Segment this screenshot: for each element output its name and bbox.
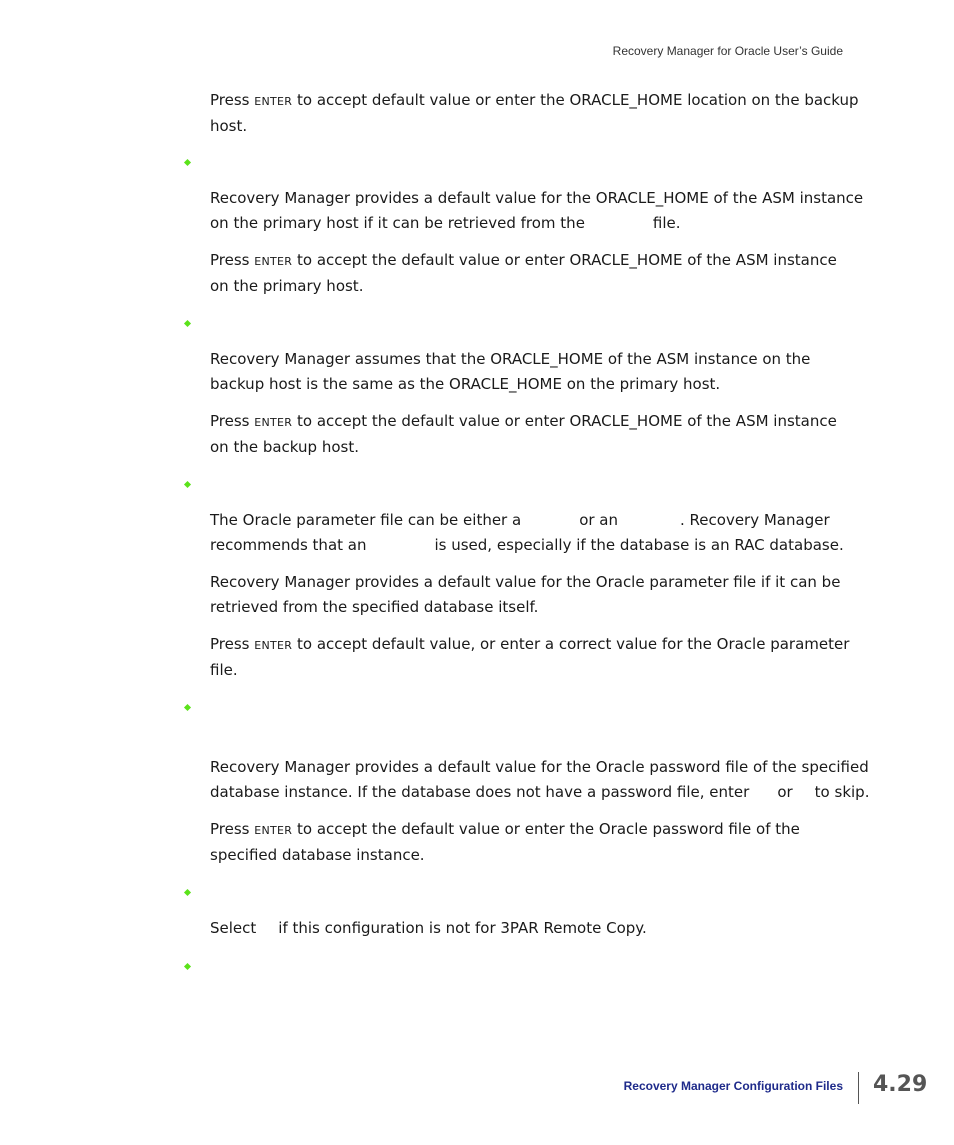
paragraph-press-enter-asm-backup: Press ENTER to accept the default value or enter ORACLE_HOME of the ASM instance on the backup host. bbox=[210, 412, 837, 456]
paragraph-parameter-file-types: The Oracle parameter file can be either a or an . Recovery Manager recommends that an is used, especially if the database is an RAC database. bbox=[210, 511, 844, 554]
paragraph-asm-backup-assumption: Recovery Manager assumes that the ORACLE_HOME of the ASM instance on the backup host is the same as the ORACLE_HOME on the primary host. bbox=[210, 350, 811, 393]
paragraph-password-file-default: Recovery Manager provides a default value for the Oracle password file of the specified database instance. If the database does not have a password file, enter or to skip. bbox=[210, 758, 870, 801]
green-diamond-bullet-icon bbox=[184, 320, 191, 327]
page-number: 4.29 bbox=[873, 1072, 928, 1097]
green-diamond-bullet-icon bbox=[184, 963, 191, 970]
paragraph-press-enter-asm-primary: Press ENTER to accept the default value or enter ORACLE_HOME of the ASM instance on the primary host. bbox=[210, 251, 837, 295]
enter-key-label: ENTER bbox=[254, 824, 293, 837]
paragraph-press-enter-password-file: Press ENTER to accept the default value or enter the Oracle password file of the specified database instance. bbox=[210, 820, 800, 864]
paragraph-press-enter-backup-oracle-home: Press ENTER to accept default value or enter the ORACLE_HOME location on the backup host. bbox=[210, 91, 859, 135]
enter-key-label: ENTER bbox=[254, 255, 293, 268]
paragraph-remote-copy-select: Select if this configuration is not for 3PAR Remote Copy. bbox=[210, 919, 647, 937]
green-diamond-bullet-icon bbox=[184, 159, 191, 166]
footer-divider bbox=[858, 1072, 859, 1104]
enter-key-label: ENTER bbox=[254, 639, 293, 652]
green-diamond-bullet-icon bbox=[184, 889, 191, 896]
running-header: Recovery Manager for Oracle User’s Guide bbox=[612, 44, 843, 58]
paragraph-asm-default-primary: Recovery Manager provides a default value for the ORACLE_HOME of the ASM instance on the primary host if it can be retrieved from the file. bbox=[210, 189, 864, 232]
green-diamond-bullet-icon bbox=[184, 704, 191, 711]
paragraph-parameter-file-default: Recovery Manager provides a default value for the Oracle parameter file if it can be retrieved from the specified database itself. bbox=[210, 573, 841, 616]
footer-section-title: Recovery Manager Configuration Files bbox=[623, 1079, 843, 1093]
enter-key-label: ENTER bbox=[254, 95, 293, 108]
enter-key-label: ENTER bbox=[254, 416, 293, 429]
green-diamond-bullet-icon bbox=[184, 481, 191, 488]
paragraph-press-enter-parameter-file: Press ENTER to accept default value, or enter a correct value for the Oracle parameter file. bbox=[210, 635, 850, 679]
